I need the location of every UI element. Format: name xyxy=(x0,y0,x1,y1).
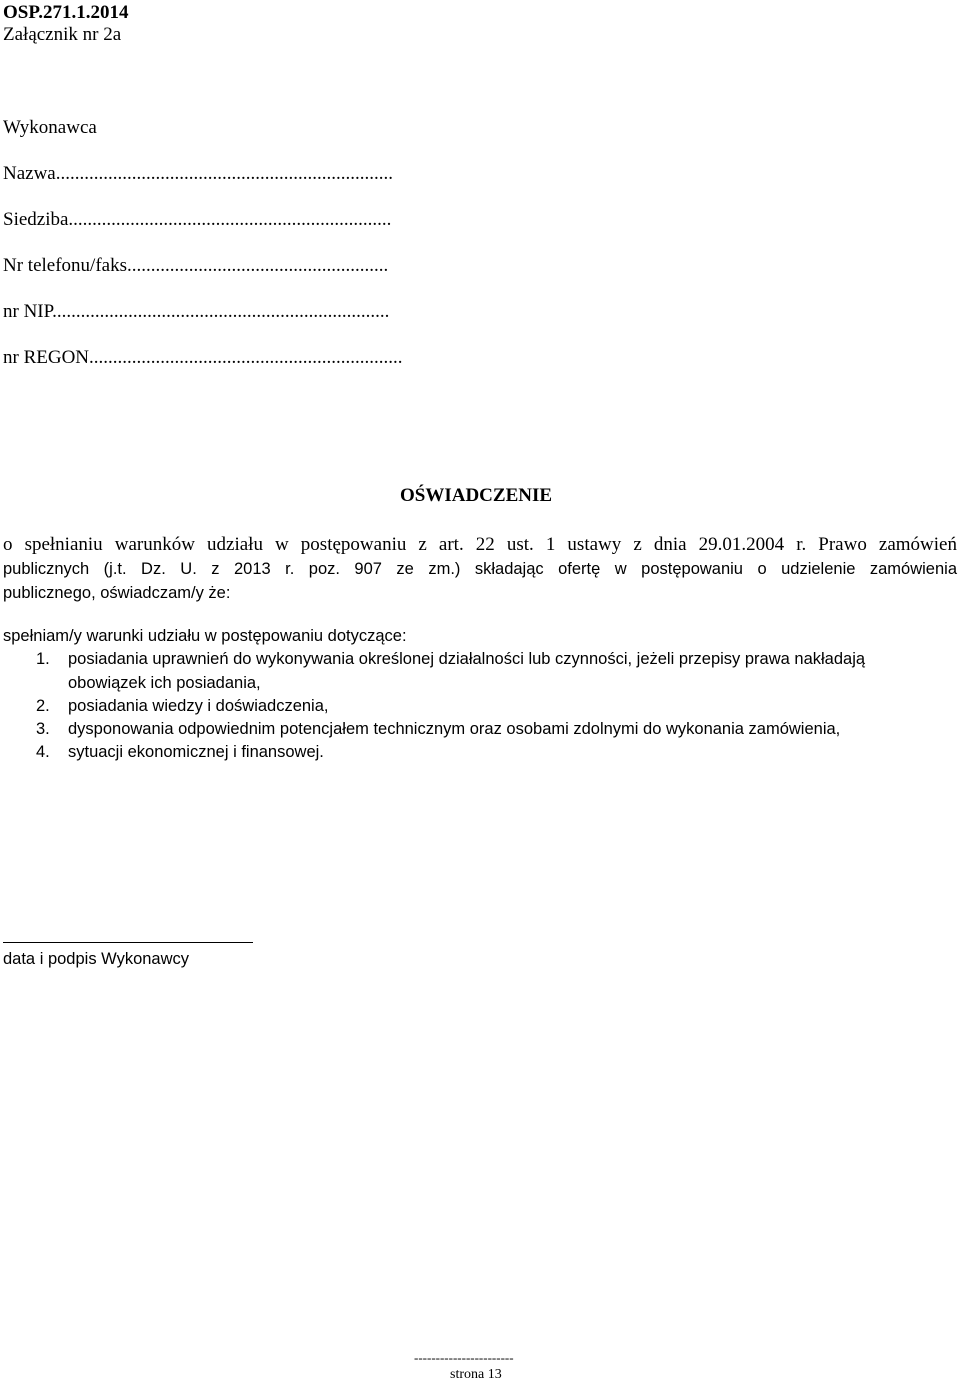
signature-label: data i podpis Wykonawcy xyxy=(3,950,190,968)
condition-text: sytuacji ekonomicznej i finansowej. xyxy=(68,743,324,761)
field-regon: nr REGON.................................................................. xyxy=(3,347,403,368)
condition-number: 2. xyxy=(36,697,50,715)
conditions-lead: spełniam/y warunki udziału w postępowaniu dotyczące: xyxy=(3,627,407,645)
condition-number: 4. xyxy=(36,743,50,761)
field-nip: nr NIP....................................................................... xyxy=(3,301,390,322)
page-number: strona 13 xyxy=(450,1367,502,1382)
intro-line-2: publicznych (j.t. Dz. U. z 2013 r. poz. 907 ze zm.) składając ofertę w postępowaniu o udzielenie zamówienia xyxy=(3,560,957,578)
statement-intro xyxy=(3,533,957,605)
condition-text: dysponowania odpowiednim potencjałem technicznym oraz osobami zdolnymi do wykonania zamówienia, xyxy=(68,720,841,738)
intro-line-3: publicznego, oświadczam/y że: xyxy=(3,584,231,602)
condition-text: obowiązek ich posiadania, xyxy=(68,674,261,692)
condition-text: posiadania wiedzy i doświadczenia, xyxy=(68,697,329,715)
condition-text: posiadania uprawnień do wykonywania określonej działalności lub czynności, jeżeli przepisy prawa nakładają xyxy=(68,650,866,668)
condition-number: 3. xyxy=(36,720,50,738)
footer-separator: ----------------------- xyxy=(414,1350,514,1365)
condition-number: 1. xyxy=(36,650,50,668)
contractor-heading: Wykonawca xyxy=(3,117,97,138)
field-phone-fax: Nr telefonu/faks....................................................... xyxy=(3,255,389,276)
signature-line xyxy=(3,942,253,943)
annex-label: Załącznik nr 2a xyxy=(3,24,122,45)
document-reference: OSP.271.1.2014 xyxy=(3,2,129,23)
field-name: Nazwa....................................................................... xyxy=(3,163,393,184)
intro-line-1: o spełnianiu warunków udziału w postępowaniu z art. 22 ust. 1 ustawy z dnia 29.01.2004 r. Prawo zamówień xyxy=(3,534,957,555)
statement-title: OŚWIADCZENIE xyxy=(400,485,553,506)
field-seat: Siedziba.................................................................... xyxy=(3,209,392,230)
